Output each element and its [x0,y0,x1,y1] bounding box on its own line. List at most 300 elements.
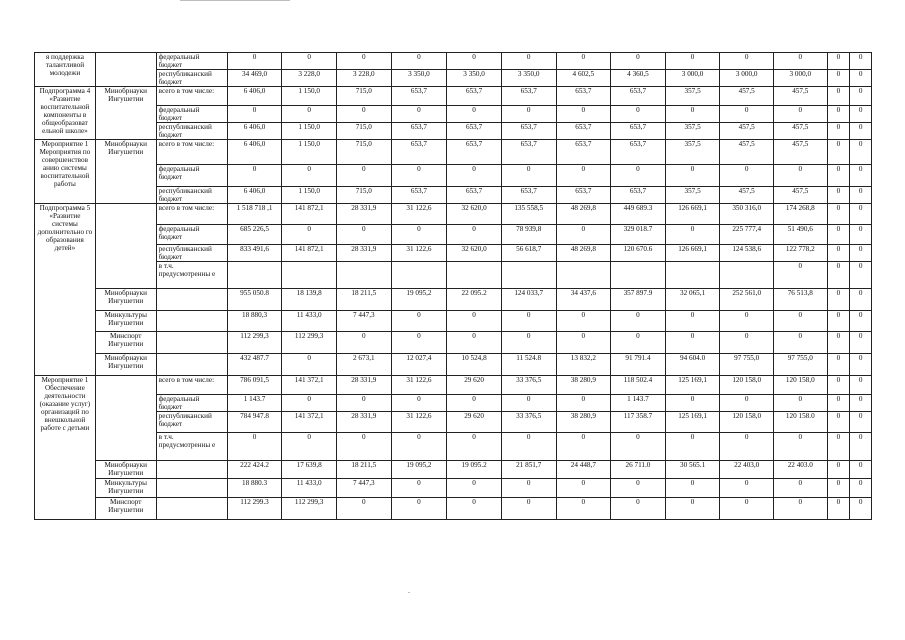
value-cell: 17 639,8 [282,461,337,479]
value-cell: 3 000,0 [665,70,720,87]
value-cell: 0 [336,498,391,520]
value-cell: 0 [282,106,337,123]
value-cell: 141 372,1 [282,412,337,433]
value-cell: 0 [501,332,556,354]
value-cell: 784 947.8 [227,412,282,433]
table-row [35,376,872,395]
value-cell: 51 490,6 [773,225,827,245]
value-cell: 0 [282,354,337,376]
value-cell: 833 491,6 [227,245,282,262]
value-cell: 94 604.0 [665,354,720,376]
value-cell: 1 143.7 [611,395,666,412]
value-cell: 28 331,9 [336,204,391,225]
value-cell: 48 269,8 [556,245,611,262]
program-name-cell: Мероприятие 1 Мероприятия по совершенствов анию системы воспитательной работы [35,140,96,204]
value-cell: 653,7 [447,123,502,140]
value-cell: 0 [611,332,666,354]
value-cell: 0 [850,187,872,204]
value-cell: 1 150,0 [282,187,337,204]
table-row [35,106,872,123]
funding-source-cell: всего в том числе: [156,140,227,165]
value-cell: 0 [447,165,502,187]
value-cell: 112 299,3 [227,332,282,354]
value-cell: 457,5 [720,123,774,140]
value-cell: 0 [447,498,502,520]
value-cell: 0 [447,479,502,498]
responsible-cell [95,53,156,87]
value-cell [665,262,720,289]
program-name-cell: Подпрограмма 5 «Развитие системы дополнительно го образования детей» [35,204,96,376]
value-cell: 0 [447,225,502,245]
value-cell [720,262,774,289]
value-cell: 0 [227,165,282,187]
value-cell: 10 524,8 [447,354,502,376]
value-cell: 0 [447,311,502,332]
value-cell: 0 [336,433,391,461]
value-cell: 0 [850,204,872,225]
value-cell: 124 033,7 [501,289,556,311]
value-cell: 135 558,5 [501,204,556,225]
value-cell: 19 095,2 [391,461,447,479]
value-cell: 0 [556,433,611,461]
value-cell: 457,5 [773,123,827,140]
value-cell: 653,7 [501,187,556,204]
value-cell: 0 [773,262,827,289]
value-cell: 91 791.4 [611,354,666,376]
value-cell: 141 872,1 [282,204,337,225]
value-cell [611,262,666,289]
value-cell: 0 [827,140,850,165]
value-cell: 0 [827,479,850,498]
value-cell: 31 122,6 [391,204,447,225]
value-cell: 18 139,8 [282,289,337,311]
value-cell: 0 [827,70,850,87]
value-cell: 4 360,5 [611,70,666,87]
responsible-cell: Минобрнауки Ингушетии [95,461,156,479]
value-cell: 11 433,0 [282,311,337,332]
value-cell: 0 [611,479,666,498]
value-cell: 0 [827,395,850,412]
value-cell: 715,0 [336,140,391,165]
value-cell: 6 406,0 [227,123,282,140]
value-cell: 33 376,5 [501,376,556,395]
value-cell: 0 [665,225,720,245]
value-cell: 0 [827,106,850,123]
value-cell: 653,7 [447,187,502,204]
value-cell: 0 [827,187,850,204]
value-cell: 7 447,3 [336,479,391,498]
table-row [35,187,872,204]
table-row [35,395,872,412]
funding-source-cell [156,311,227,332]
value-cell: 0 [720,479,774,498]
value-cell: 6 406,0 [227,140,282,165]
value-cell: 0 [827,332,850,354]
value-cell: 653,7 [556,187,611,204]
value-cell: 125 169,1 [665,412,720,433]
value-cell: 0 [501,433,556,461]
value-cell: 141 872,1 [282,245,337,262]
value-cell: 0 [282,53,337,70]
value-cell: 0 [827,289,850,311]
value-cell: 653,7 [556,140,611,165]
value-cell [556,262,611,289]
value-cell: 24 448,7 [556,461,611,479]
value-cell: 0 [391,498,447,520]
value-cell: 19 095.2 [447,461,502,479]
value-cell: 0 [827,262,850,289]
value-cell: 357,5 [665,87,720,106]
funding-source-cell [156,332,227,354]
value-cell: 124 538,6 [720,245,774,262]
value-cell: 0 [556,332,611,354]
value-cell: 0 [850,225,872,245]
value-cell: 120 670.6 [611,245,666,262]
table-row [35,204,872,225]
value-cell [227,262,282,289]
scan-artifact-top [180,0,290,1]
value-cell: 0 [227,106,282,123]
budget-table [34,52,872,520]
funding-source-cell: республиканский бюджет [156,70,227,87]
value-cell: 12 027,4 [391,354,447,376]
value-cell: 653,7 [611,123,666,140]
value-cell: 118 502.4 [611,376,666,395]
value-cell: 0 [720,433,774,461]
value-cell: 457,5 [720,187,774,204]
budget-table-body [35,53,872,520]
value-cell: 0 [391,106,447,123]
value-cell: 0 [720,106,774,123]
value-cell: 0 [447,53,502,70]
value-cell: 0 [850,123,872,140]
value-cell: 653,7 [391,187,447,204]
value-cell: 0 [501,479,556,498]
value-cell: 31 122,6 [391,376,447,395]
table-row [35,53,872,70]
table-row [35,245,872,262]
value-cell: 0 [556,311,611,332]
value-cell: 653,7 [391,140,447,165]
value-cell: 0 [282,433,337,461]
value-cell: 0 [850,245,872,262]
value-cell: 0 [850,311,872,332]
value-cell: 653,7 [501,123,556,140]
value-cell: 3 350,0 [391,70,447,87]
value-cell: 120 158,0 [720,376,774,395]
value-cell: 0 [665,479,720,498]
value-cell: 1 143.7 [227,395,282,412]
value-cell: 653,7 [447,140,502,165]
value-cell: 32 620,0 [447,245,502,262]
table-row [35,87,872,106]
value-cell: 19 095,2 [391,289,447,311]
value-cell: 0 [773,332,827,354]
funding-source-cell: всего в том числе: [156,87,227,106]
value-cell [447,262,502,289]
value-cell: 31 122,6 [391,412,447,433]
value-cell: 715,0 [336,123,391,140]
value-cell: 0 [336,165,391,187]
value-cell: 18 211,5 [336,461,391,479]
value-cell [501,262,556,289]
value-cell: 0 [850,395,872,412]
value-cell: 21 851,7 [501,461,556,479]
value-cell: 0 [391,311,447,332]
value-cell: 0 [391,165,447,187]
value-cell: 653,7 [391,123,447,140]
value-cell: 0 [827,461,850,479]
table-row [35,479,872,498]
value-cell: 0 [336,332,391,354]
value-cell: 0 [827,354,850,376]
value-cell: 1 150,0 [282,140,337,165]
value-cell: 357 897.9 [611,289,666,311]
value-cell: 0 [827,311,850,332]
value-cell: 18 880.3 [227,479,282,498]
value-cell: 22 095.2 [447,289,502,311]
value-cell: 29 620 [447,412,502,433]
value-cell: 457,5 [773,140,827,165]
value-cell: 112 299,3 [282,332,337,354]
value-cell: 3 228,0 [336,70,391,87]
value-cell: 1 518 718 ,1 [227,204,282,225]
value-cell: 28 331,9 [336,376,391,395]
value-cell: 0 [850,289,872,311]
value-cell: 715,0 [336,187,391,204]
value-cell: 0 [665,498,720,520]
value-cell: 120 158.0 [773,412,827,433]
value-cell: 457,5 [720,140,774,165]
responsible-cell: Минспорт Ингушетии [95,498,156,520]
value-cell: 0 [720,332,774,354]
value-cell: 0 [501,498,556,520]
value-cell: 0 [720,498,774,520]
value-cell: 0 [391,433,447,461]
value-cell: 11 524.8 [501,354,556,376]
value-cell: 0 [850,53,872,70]
value-cell: 3 000,0 [773,70,827,87]
funding-source-cell: всего в том числе: [156,376,227,395]
value-cell: 38 280,9 [556,412,611,433]
value-cell: 0 [556,106,611,123]
value-cell: 174 268,8 [773,204,827,225]
value-cell: 48 269,8 [556,204,611,225]
value-cell: 120 158,0 [720,412,774,433]
value-cell: 0 [850,433,872,461]
responsible-cell: Минкультуры Ингушетии [95,479,156,498]
value-cell: 0 [720,395,774,412]
funding-source-cell: в т.ч. предусмотренны е [156,262,227,289]
value-cell: 0 [827,433,850,461]
value-cell: 0 [391,225,447,245]
value-cell: 0 [827,376,850,395]
value-cell: 0 [850,262,872,289]
value-cell: 350 316,0 [720,204,774,225]
value-cell: 653,7 [556,123,611,140]
value-cell: 29 620 [447,376,502,395]
program-name-cell: Подпрограмма 4 «Развитие воспитательной компоненты в общеобразоват ельной школе» [35,87,96,140]
value-cell: 3 350,0 [447,70,502,87]
value-cell: 0 [850,412,872,433]
scan-artifact-bottom [408,592,410,593]
value-cell: 653,7 [501,87,556,106]
value-cell: 34 437,6 [556,289,611,311]
value-cell: 125 169,1 [665,376,720,395]
value-cell: 0 [850,332,872,354]
value-cell: 1 150,0 [282,87,337,106]
value-cell: 0 [850,479,872,498]
value-cell: 0 [827,412,850,433]
value-cell: 0 [501,106,556,123]
value-cell: 0 [556,165,611,187]
value-cell: 2 673,1 [336,354,391,376]
value-cell: 0 [336,53,391,70]
value-cell: 0 [773,479,827,498]
value-cell: 0 [665,433,720,461]
value-cell: 18 211,5 [336,289,391,311]
value-cell: 0 [611,433,666,461]
value-cell: 112 299.3 [227,498,282,520]
value-cell: 31 122,6 [391,245,447,262]
value-cell: 457,5 [720,87,774,106]
table-row [35,461,872,479]
value-cell: 56 618,7 [501,245,556,262]
value-cell: 18 880,3 [227,311,282,332]
table-row [35,289,872,311]
value-cell: 0 [611,53,666,70]
value-cell: 0 [850,165,872,187]
value-cell: 0 [556,479,611,498]
value-cell: 30 565.1 [665,461,720,479]
value-cell: 0 [773,53,827,70]
table-row [35,70,872,87]
value-cell: 0 [827,204,850,225]
value-cell: 0 [720,53,774,70]
value-cell: 0 [665,395,720,412]
responsible-cell: Минкультуры Ингушетии [95,311,156,332]
value-cell: 0 [227,433,282,461]
value-cell: 449 689.3 [611,204,666,225]
value-cell: 653,7 [447,87,502,106]
value-cell: 0 [850,140,872,165]
value-cell: 0 [850,87,872,106]
value-cell: 117 358.7 [611,412,666,433]
value-cell: 0 [850,354,872,376]
value-cell: 0 [720,311,774,332]
value-cell: 0 [611,498,666,520]
value-cell: 0 [282,225,337,245]
value-cell: 0 [827,87,850,106]
funding-source-cell [156,461,227,479]
value-cell: 3 000,0 [720,70,774,87]
table-row [35,498,872,520]
value-cell: 13 832,2 [556,354,611,376]
value-cell: 457,5 [773,187,827,204]
value-cell: 0 [501,165,556,187]
value-cell: 76 513,8 [773,289,827,311]
value-cell: 0 [827,123,850,140]
value-cell: 0 [336,225,391,245]
funding-source-cell: всего в том числе: [156,204,227,225]
value-cell: 653,7 [611,87,666,106]
value-cell: 26 711.0 [611,461,666,479]
value-cell: 97 755,0 [720,354,774,376]
value-cell: 34 469,0 [227,70,282,87]
value-cell: 715,0 [336,87,391,106]
funding-source-cell: республиканский бюджет [156,412,227,433]
value-cell [336,262,391,289]
table-row [35,123,872,140]
value-cell: 222 424.2 [227,461,282,479]
value-cell: 0 [447,433,502,461]
value-cell: 0 [391,332,447,354]
value-cell: 120 158,0 [773,376,827,395]
value-cell: 329 018.7 [611,225,666,245]
value-cell: 0 [501,53,556,70]
funding-source-cell: республиканский бюджет [156,245,227,262]
value-cell: 11 433,0 [282,479,337,498]
value-cell: 32 620,0 [447,204,502,225]
value-cell: 3 228,0 [282,70,337,87]
value-cell: 0 [556,395,611,412]
table-row [35,332,872,354]
responsible-cell: Минспорт Ингушетии [95,332,156,354]
value-cell: 38 280,9 [556,376,611,395]
value-cell: 1 150,0 [282,123,337,140]
value-cell: 28 331,9 [336,245,391,262]
value-cell: 0 [773,165,827,187]
responsible-cell [95,204,156,289]
value-cell: 0 [611,311,666,332]
value-cell: 685 226,5 [227,225,282,245]
value-cell: 0 [850,106,872,123]
funding-source-cell: в т.ч. предусмотренны е [156,433,227,461]
value-cell: 0 [282,395,337,412]
value-cell: 0 [665,332,720,354]
value-cell: 6 406,0 [227,87,282,106]
value-cell: 357,5 [665,140,720,165]
value-cell: 0 [611,106,666,123]
table-row [35,262,872,289]
value-cell: 3 350,0 [501,70,556,87]
value-cell: 0 [282,165,337,187]
table-row [35,412,872,433]
funding-source-cell: федеральный бюджет [156,395,227,412]
value-cell: 653,7 [611,140,666,165]
value-cell: 0 [850,70,872,87]
value-cell: 0 [391,53,447,70]
value-cell: 122 778,2 [773,245,827,262]
value-cell: 0 [447,332,502,354]
table-row [35,165,872,187]
value-cell: 0 [556,53,611,70]
funding-source-cell [156,479,227,498]
value-cell: 225 777,4 [720,225,774,245]
value-cell: 33 376,5 [501,412,556,433]
value-cell: 0 [850,498,872,520]
value-cell: 0 [501,311,556,332]
funding-source-cell: федеральный бюджет [156,106,227,123]
value-cell: 0 [773,433,827,461]
value-cell: 32 065,1 [665,289,720,311]
program-name-cell: Мероприятие 1 Обеспечение деятельности (оказание услуг) организаций по внешкольной работе с детьми [35,376,96,520]
responsible-cell: Минобрнауки Ингушетии [95,289,156,311]
value-cell: 0 [556,498,611,520]
value-cell: 0 [827,53,850,70]
value-cell: 0 [773,498,827,520]
funding-source-cell: республиканский бюджет [156,187,227,204]
